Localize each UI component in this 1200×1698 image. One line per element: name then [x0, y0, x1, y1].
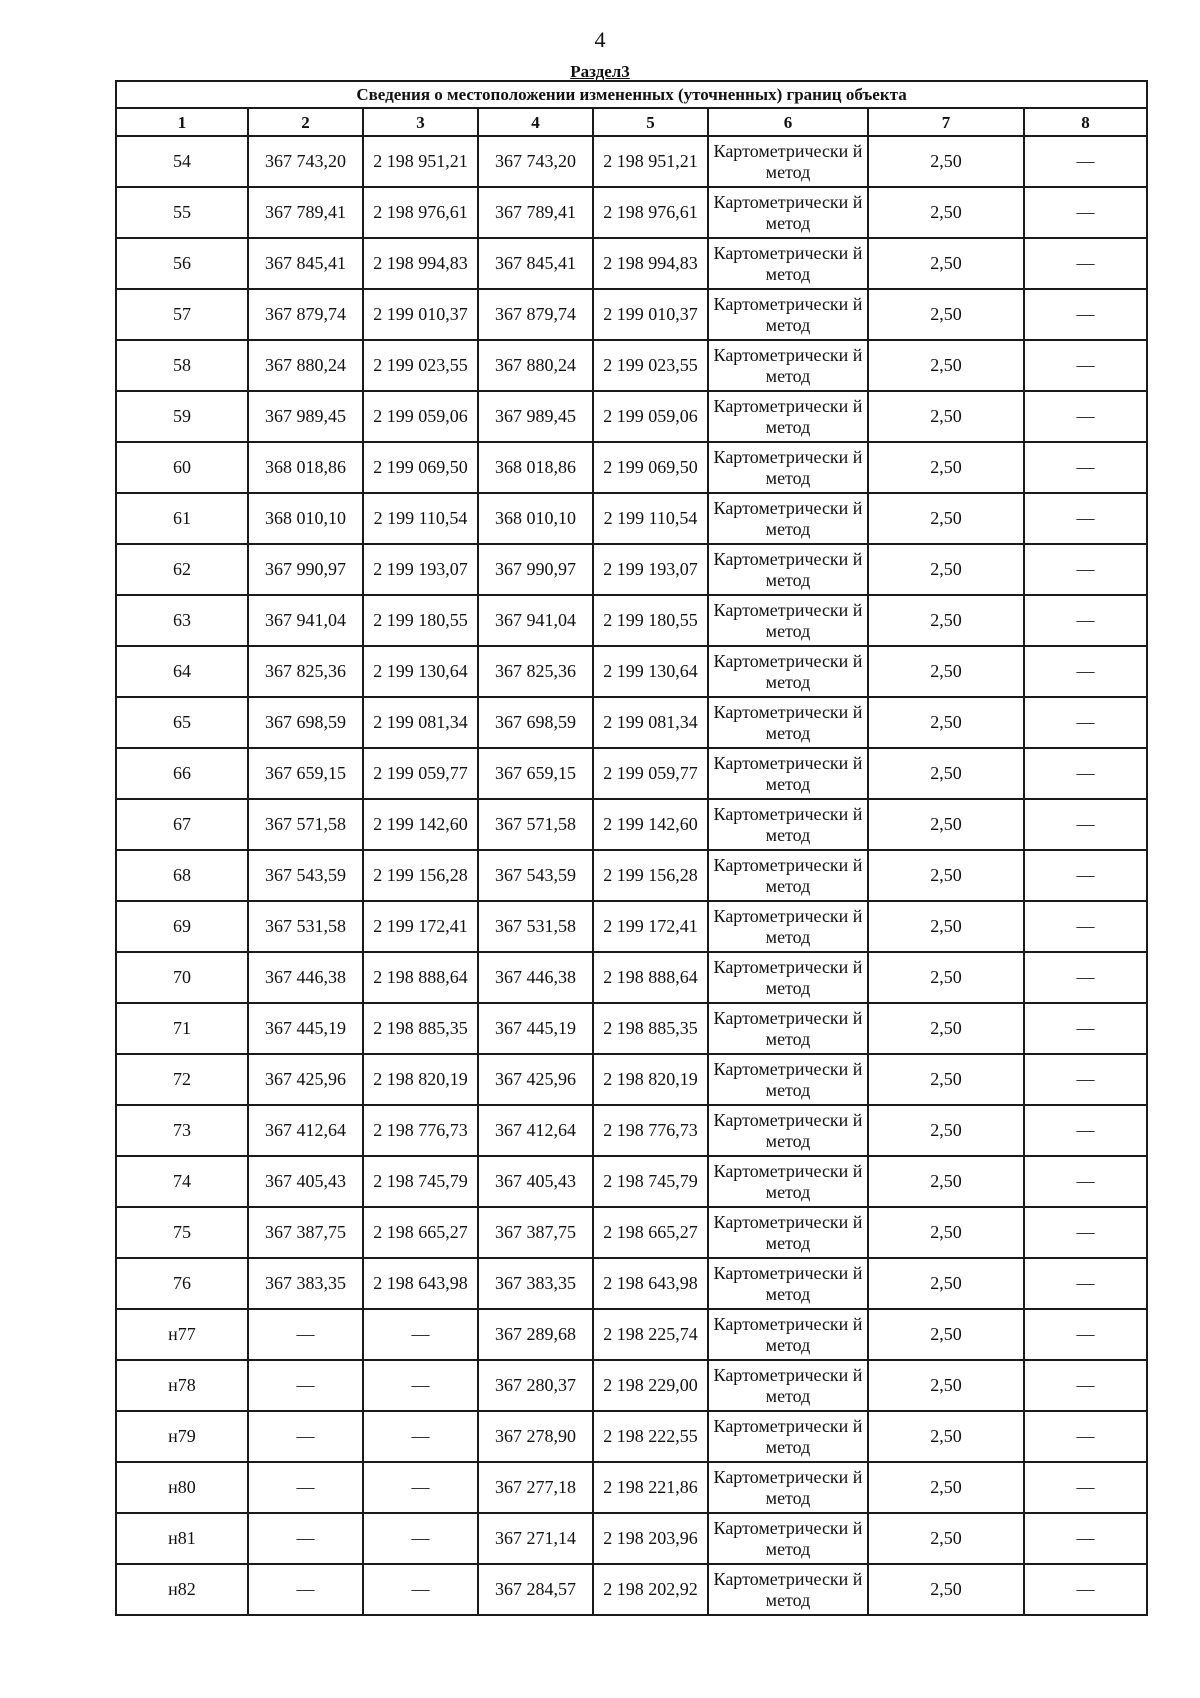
new-y-cell: 2 198 994,83	[593, 238, 708, 289]
method-cell: Картометрически й метод	[708, 1564, 868, 1615]
old-y-cell: 2 198 888,64	[363, 952, 478, 1003]
old-x-cell: 367 789,41	[248, 187, 363, 238]
point-cell: 74	[116, 1156, 248, 1207]
accuracy-cell: 2,50	[868, 442, 1024, 493]
accuracy-cell: 2,50	[868, 850, 1024, 901]
accuracy-cell: 2,50	[868, 1462, 1024, 1513]
old-x-cell: 367 659,15	[248, 748, 363, 799]
new-x-cell: 367 825,36	[478, 646, 593, 697]
point-cell: 64	[116, 646, 248, 697]
old-y-cell: 2 199 010,37	[363, 289, 478, 340]
new-x-cell: 367 789,41	[478, 187, 593, 238]
new-y-cell: 2 198 643,98	[593, 1258, 708, 1309]
old-y-cell: 2 198 885,35	[363, 1003, 478, 1054]
old-y-cell: 2 199 059,06	[363, 391, 478, 442]
table-row	[116, 493, 1147, 544]
new-y-cell: 2 199 081,34	[593, 697, 708, 748]
accuracy-cell: 2,50	[868, 289, 1024, 340]
method-cell: Картометрически й метод	[708, 493, 868, 544]
old-x-cell: 367 941,04	[248, 595, 363, 646]
note-cell: —	[1024, 748, 1147, 799]
method-cell: Картометрически й метод	[708, 1054, 868, 1105]
new-y-cell: 2 198 888,64	[593, 952, 708, 1003]
point-cell: 75	[116, 1207, 248, 1258]
coordinates-table	[115, 80, 1148, 1616]
new-x-cell: 367 543,59	[478, 850, 593, 901]
accuracy-cell: 2,50	[868, 748, 1024, 799]
old-y-cell: —	[363, 1462, 478, 1513]
old-y-cell: 2 199 156,28	[363, 850, 478, 901]
new-y-cell: 2 199 110,54	[593, 493, 708, 544]
note-cell: —	[1024, 340, 1147, 391]
table-row	[116, 1564, 1147, 1615]
method-cell: Картометрически й метод	[708, 442, 868, 493]
new-y-cell: 2 199 059,06	[593, 391, 708, 442]
point-cell: 69	[116, 901, 248, 952]
new-x-cell: 367 289,68	[478, 1309, 593, 1360]
method-cell: Картометрически й метод	[708, 1411, 868, 1462]
accuracy-cell: 2,50	[868, 238, 1024, 289]
new-x-cell: 367 383,35	[478, 1258, 593, 1309]
new-y-cell: 2 199 010,37	[593, 289, 708, 340]
new-y-cell: 2 199 023,55	[593, 340, 708, 391]
method-cell: Картометрически й метод	[708, 340, 868, 391]
table-header-row	[116, 108, 1147, 136]
old-x-cell: 367 990,97	[248, 544, 363, 595]
old-y-cell: 2 199 130,64	[363, 646, 478, 697]
new-y-cell: 2 198 745,79	[593, 1156, 708, 1207]
table-row	[116, 850, 1147, 901]
table-row	[116, 340, 1147, 391]
method-cell: Картометрически й метод	[708, 799, 868, 850]
old-y-cell: —	[363, 1411, 478, 1462]
point-cell: 70	[116, 952, 248, 1003]
new-x-cell: 367 990,97	[478, 544, 593, 595]
new-x-cell: 367 445,19	[478, 1003, 593, 1054]
old-y-cell: —	[363, 1513, 478, 1564]
new-y-cell: 2 198 665,27	[593, 1207, 708, 1258]
new-y-cell: 2 199 180,55	[593, 595, 708, 646]
accuracy-cell: 2,50	[868, 646, 1024, 697]
new-y-cell: 2 198 885,35	[593, 1003, 708, 1054]
old-y-cell: —	[363, 1564, 478, 1615]
table-row	[116, 289, 1147, 340]
old-y-cell: 2 198 976,61	[363, 187, 478, 238]
old-x-cell: 367 531,58	[248, 901, 363, 952]
table-row	[116, 1054, 1147, 1105]
point-cell: 71	[116, 1003, 248, 1054]
table-row	[116, 1003, 1147, 1054]
accuracy-cell: 2,50	[868, 1156, 1024, 1207]
method-cell: Картометрически й метод	[708, 697, 868, 748]
old-y-cell: 2 199 142,60	[363, 799, 478, 850]
accuracy-cell: 2,50	[868, 1513, 1024, 1564]
new-x-cell: 367 277,18	[478, 1462, 593, 1513]
point-cell: 66	[116, 748, 248, 799]
table-row	[116, 1207, 1147, 1258]
old-x-cell: 367 879,74	[248, 289, 363, 340]
table-row	[116, 442, 1147, 493]
new-y-cell: 2 199 156,28	[593, 850, 708, 901]
new-y-cell: 2 198 951,21	[593, 136, 708, 187]
new-x-cell: 368 018,86	[478, 442, 593, 493]
old-x-cell: 367 845,41	[248, 238, 363, 289]
note-cell: —	[1024, 646, 1147, 697]
new-y-cell: 2 198 203,96	[593, 1513, 708, 1564]
new-y-cell: 2 198 776,73	[593, 1105, 708, 1156]
page-number: 4	[594, 27, 606, 52]
table-row	[116, 748, 1147, 799]
accuracy-cell: 2,50	[868, 1207, 1024, 1258]
new-x-cell: 367 698,59	[478, 697, 593, 748]
column-header: 7	[868, 108, 1024, 136]
accuracy-cell: 2,50	[868, 1054, 1024, 1105]
new-x-cell: 367 531,58	[478, 901, 593, 952]
point-cell: н79	[116, 1411, 248, 1462]
old-y-cell: 2 199 023,55	[363, 340, 478, 391]
old-y-cell: 2 199 172,41	[363, 901, 478, 952]
new-x-cell: 367 941,04	[478, 595, 593, 646]
method-cell: Картометрически й метод	[708, 1360, 868, 1411]
accuracy-cell: 2,50	[868, 1309, 1024, 1360]
point-cell: 65	[116, 697, 248, 748]
accuracy-cell: 2,50	[868, 391, 1024, 442]
table-row	[116, 901, 1147, 952]
note-cell: —	[1024, 238, 1147, 289]
table-row	[116, 697, 1147, 748]
method-cell: Картометрически й метод	[708, 289, 868, 340]
column-header: 2	[248, 108, 363, 136]
new-y-cell: 2 198 229,00	[593, 1360, 708, 1411]
old-x-cell: 367 698,59	[248, 697, 363, 748]
old-y-cell: 2 198 665,27	[363, 1207, 478, 1258]
point-cell: 72	[116, 1054, 248, 1105]
point-cell: 68	[116, 850, 248, 901]
section-title: Раздел3	[570, 62, 630, 81]
method-cell: Картометрически й метод	[708, 748, 868, 799]
method-cell: Картометрически й метод	[708, 1003, 868, 1054]
new-y-cell: 2 198 225,74	[593, 1309, 708, 1360]
new-y-cell: 2 199 069,50	[593, 442, 708, 493]
new-x-cell: 368 010,10	[478, 493, 593, 544]
point-cell: 63	[116, 595, 248, 646]
accuracy-cell: 2,50	[868, 1003, 1024, 1054]
column-header: 3	[363, 108, 478, 136]
note-cell: —	[1024, 136, 1147, 187]
new-x-cell: 367 405,43	[478, 1156, 593, 1207]
new-x-cell: 367 280,37	[478, 1360, 593, 1411]
table-row	[116, 1309, 1147, 1360]
new-x-cell: 367 879,74	[478, 289, 593, 340]
accuracy-cell: 2,50	[868, 952, 1024, 1003]
table-row	[116, 238, 1147, 289]
table-row	[116, 544, 1147, 595]
new-x-cell: 367 659,15	[478, 748, 593, 799]
new-y-cell: 2 199 142,60	[593, 799, 708, 850]
note-cell: —	[1024, 595, 1147, 646]
old-y-cell: 2 198 994,83	[363, 238, 478, 289]
accuracy-cell: 2,50	[868, 136, 1024, 187]
new-y-cell: 2 198 202,92	[593, 1564, 708, 1615]
table-row	[116, 799, 1147, 850]
accuracy-cell: 2,50	[868, 1258, 1024, 1309]
new-x-cell: 367 845,41	[478, 238, 593, 289]
table-row	[116, 1156, 1147, 1207]
new-x-cell: 367 271,14	[478, 1513, 593, 1564]
old-x-cell: 367 825,36	[248, 646, 363, 697]
old-x-cell: —	[248, 1564, 363, 1615]
accuracy-cell: 2,50	[868, 1360, 1024, 1411]
accuracy-cell: 2,50	[868, 187, 1024, 238]
method-cell: Картометрически й метод	[708, 952, 868, 1003]
method-cell: Картометрически й метод	[708, 1309, 868, 1360]
old-y-cell: 2 199 180,55	[363, 595, 478, 646]
table-row	[116, 136, 1147, 187]
note-cell: —	[1024, 1054, 1147, 1105]
note-cell: —	[1024, 1513, 1147, 1564]
old-x-cell: 367 571,58	[248, 799, 363, 850]
note-cell: —	[1024, 952, 1147, 1003]
table-row	[116, 952, 1147, 1003]
method-cell: Картометрически й метод	[708, 1513, 868, 1564]
method-cell: Картометрически й метод	[708, 544, 868, 595]
old-x-cell: —	[248, 1309, 363, 1360]
old-y-cell: 2 198 776,73	[363, 1105, 478, 1156]
method-cell: Картометрически й метод	[708, 595, 868, 646]
old-y-cell: 2 199 193,07	[363, 544, 478, 595]
note-cell: —	[1024, 799, 1147, 850]
new-x-cell: 367 284,57	[478, 1564, 593, 1615]
note-cell: —	[1024, 187, 1147, 238]
accuracy-cell: 2,50	[868, 595, 1024, 646]
new-x-cell: 367 278,90	[478, 1411, 593, 1462]
column-header: 1	[116, 108, 248, 136]
point-cell: 56	[116, 238, 248, 289]
accuracy-cell: 2,50	[868, 1564, 1024, 1615]
accuracy-cell: 2,50	[868, 901, 1024, 952]
new-x-cell: 367 743,20	[478, 136, 593, 187]
point-cell: 73	[116, 1105, 248, 1156]
column-header: 5	[593, 108, 708, 136]
point-cell: 54	[116, 136, 248, 187]
old-y-cell: —	[363, 1360, 478, 1411]
accuracy-cell: 2,50	[868, 697, 1024, 748]
point-cell: 60	[116, 442, 248, 493]
old-x-cell: 367 446,38	[248, 952, 363, 1003]
old-x-cell: 367 743,20	[248, 136, 363, 187]
old-y-cell: —	[363, 1309, 478, 1360]
method-cell: Картометрически й метод	[708, 901, 868, 952]
old-x-cell: 367 383,35	[248, 1258, 363, 1309]
new-y-cell: 2 198 221,86	[593, 1462, 708, 1513]
old-x-cell: 368 010,10	[248, 493, 363, 544]
new-x-cell: 367 571,58	[478, 799, 593, 850]
new-x-cell: 367 989,45	[478, 391, 593, 442]
table-caption: Сведения о местоположении измененных (уточненных) границ объекта	[116, 81, 1147, 108]
point-cell: 58	[116, 340, 248, 391]
table-row	[116, 391, 1147, 442]
old-y-cell: 2 199 110,54	[363, 493, 478, 544]
table-row	[116, 595, 1147, 646]
note-cell: —	[1024, 1360, 1147, 1411]
note-cell: —	[1024, 1207, 1147, 1258]
new-y-cell: 2 199 172,41	[593, 901, 708, 952]
table-row	[116, 1513, 1147, 1564]
old-y-cell: 2 199 069,50	[363, 442, 478, 493]
new-x-cell: 367 387,75	[478, 1207, 593, 1258]
old-x-cell: 367 543,59	[248, 850, 363, 901]
old-x-cell: —	[248, 1360, 363, 1411]
old-y-cell: 2 198 643,98	[363, 1258, 478, 1309]
point-cell: н82	[116, 1564, 248, 1615]
old-y-cell: 2 198 745,79	[363, 1156, 478, 1207]
old-y-cell: 2 199 081,34	[363, 697, 478, 748]
method-cell: Картометрически й метод	[708, 1207, 868, 1258]
point-cell: н78	[116, 1360, 248, 1411]
table-row	[116, 1411, 1147, 1462]
table-row	[116, 1462, 1147, 1513]
point-cell: 61	[116, 493, 248, 544]
new-y-cell: 2 199 193,07	[593, 544, 708, 595]
note-cell: —	[1024, 901, 1147, 952]
point-cell: н80	[116, 1462, 248, 1513]
old-x-cell: —	[248, 1513, 363, 1564]
old-x-cell: 367 405,43	[248, 1156, 363, 1207]
column-header: 8	[1024, 108, 1147, 136]
accuracy-cell: 2,50	[868, 799, 1024, 850]
point-cell: 67	[116, 799, 248, 850]
method-cell: Картометрически й метод	[708, 1258, 868, 1309]
old-y-cell: 2 198 820,19	[363, 1054, 478, 1105]
old-x-cell: 368 018,86	[248, 442, 363, 493]
note-cell: —	[1024, 391, 1147, 442]
note-cell: —	[1024, 493, 1147, 544]
old-y-cell: 2 199 059,77	[363, 748, 478, 799]
accuracy-cell: 2,50	[868, 1411, 1024, 1462]
accuracy-cell: 2,50	[868, 340, 1024, 391]
note-cell: —	[1024, 697, 1147, 748]
note-cell: —	[1024, 1105, 1147, 1156]
method-cell: Картометрически й метод	[708, 391, 868, 442]
note-cell: —	[1024, 544, 1147, 595]
new-x-cell: 367 412,64	[478, 1105, 593, 1156]
point-cell: 55	[116, 187, 248, 238]
point-cell: 59	[116, 391, 248, 442]
old-x-cell: 367 445,19	[248, 1003, 363, 1054]
accuracy-cell: 2,50	[868, 1105, 1024, 1156]
old-x-cell: —	[248, 1462, 363, 1513]
method-cell: Картометрически й метод	[708, 238, 868, 289]
table-row	[116, 1258, 1147, 1309]
method-cell: Картометрически й метод	[708, 136, 868, 187]
old-y-cell: 2 198 951,21	[363, 136, 478, 187]
table-row	[116, 1360, 1147, 1411]
old-x-cell: 367 989,45	[248, 391, 363, 442]
new-x-cell: 367 425,96	[478, 1054, 593, 1105]
note-cell: —	[1024, 850, 1147, 901]
accuracy-cell: 2,50	[868, 544, 1024, 595]
note-cell: —	[1024, 1156, 1147, 1207]
new-y-cell: 2 198 976,61	[593, 187, 708, 238]
note-cell: —	[1024, 1309, 1147, 1360]
point-cell: 62	[116, 544, 248, 595]
old-x-cell: —	[248, 1411, 363, 1462]
method-cell: Картометрически й метод	[708, 646, 868, 697]
new-y-cell: 2 198 222,55	[593, 1411, 708, 1462]
method-cell: Картометрически й метод	[708, 1156, 868, 1207]
note-cell: —	[1024, 1564, 1147, 1615]
table-caption-row	[116, 81, 1147, 108]
new-x-cell: 367 446,38	[478, 952, 593, 1003]
point-cell: н81	[116, 1513, 248, 1564]
note-cell: —	[1024, 442, 1147, 493]
new-y-cell: 2 199 059,77	[593, 748, 708, 799]
note-cell: —	[1024, 289, 1147, 340]
new-x-cell: 367 880,24	[478, 340, 593, 391]
point-cell: 57	[116, 289, 248, 340]
note-cell: —	[1024, 1258, 1147, 1309]
note-cell: —	[1024, 1003, 1147, 1054]
method-cell: Картометрически й метод	[708, 850, 868, 901]
method-cell: Картометрически й метод	[708, 1462, 868, 1513]
old-x-cell: 367 412,64	[248, 1105, 363, 1156]
table-row	[116, 646, 1147, 697]
column-header: 6	[708, 108, 868, 136]
note-cell: —	[1024, 1462, 1147, 1513]
method-cell: Картометрически й метод	[708, 187, 868, 238]
point-cell: н77	[116, 1309, 248, 1360]
accuracy-cell: 2,50	[868, 493, 1024, 544]
new-y-cell: 2 199 130,64	[593, 646, 708, 697]
table-row	[116, 1105, 1147, 1156]
column-header: 4	[478, 108, 593, 136]
new-y-cell: 2 198 820,19	[593, 1054, 708, 1105]
point-cell: 76	[116, 1258, 248, 1309]
old-x-cell: 367 425,96	[248, 1054, 363, 1105]
method-cell: Картометрически й метод	[708, 1105, 868, 1156]
old-x-cell: 367 387,75	[248, 1207, 363, 1258]
old-x-cell: 367 880,24	[248, 340, 363, 391]
table-row	[116, 187, 1147, 238]
note-cell: —	[1024, 1411, 1147, 1462]
